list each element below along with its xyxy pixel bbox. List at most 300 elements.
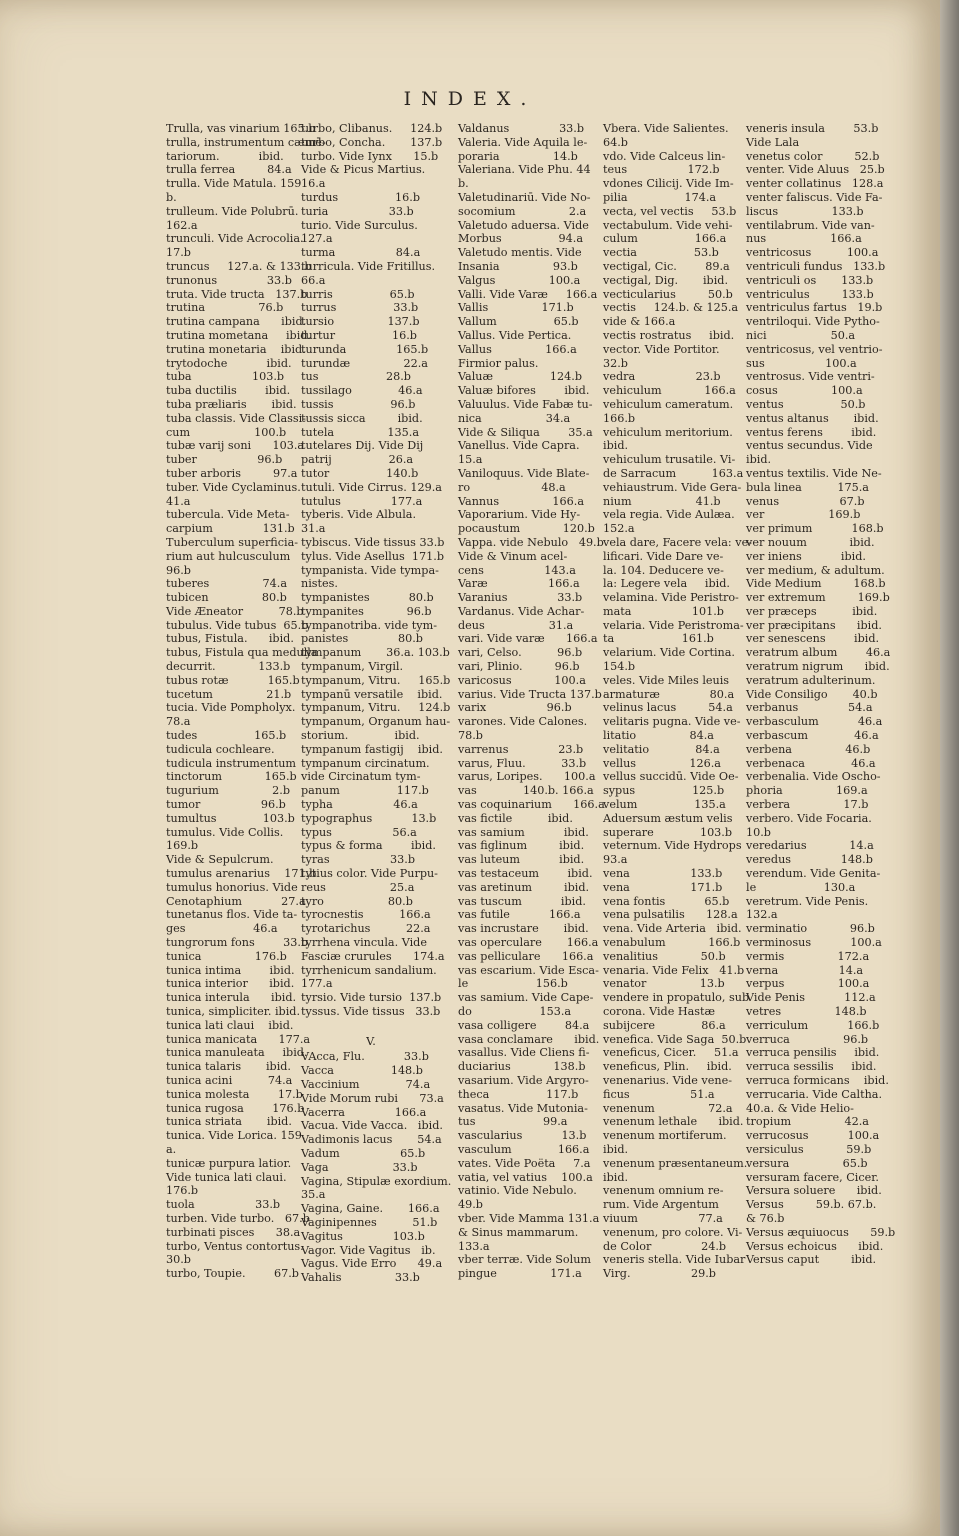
index-entry: deus 31.a xyxy=(458,618,574,632)
index-entry: 32.b xyxy=(603,356,628,370)
index-entry: turdus 16.b xyxy=(301,190,421,204)
index-entry: Vahalis 33.b xyxy=(301,1271,420,1285)
index-entry: turbo. Vide Iynx 15.b xyxy=(301,149,439,163)
index-entry: Valuæ bifores ibid. xyxy=(458,384,590,398)
index-entry: vector. Vide Portitor. xyxy=(603,342,720,356)
index-entry: 15.a xyxy=(458,453,483,467)
index-entry: trutina mometana ibid. xyxy=(166,328,311,342)
index-entry: poraria 14.b xyxy=(458,149,578,163)
index-entry: vatinio. Vide Nebulo. xyxy=(458,1184,577,1198)
index-entry: ventriloqui. Vide Pytho- xyxy=(746,315,880,329)
index-entry: vas pelliculare 166.a xyxy=(458,949,594,963)
index-entry: 49.b xyxy=(458,1198,483,1212)
index-entry: varrenus 23.b xyxy=(458,742,584,756)
index-entry: socomium 2.a xyxy=(458,204,587,218)
index-entry: vela regia. Vide Aulæa. xyxy=(603,508,735,522)
index-entry: ventriculi fundus 133.b xyxy=(746,259,886,273)
index-entry: vasculum 166.a xyxy=(458,1142,590,1156)
index-entry: trulleum. Vide Polubrū. xyxy=(166,204,299,218)
index-entry: venaria. Vide Felix 41.b xyxy=(603,963,745,977)
index-entry: tunica lati claui ibid. xyxy=(166,1018,294,1032)
index-entry: verbanus 54.a xyxy=(746,701,873,715)
index-entry: vasarium. Vide Argyro- xyxy=(458,1073,589,1087)
index-entry: trulla ferrea 84.a xyxy=(166,163,292,177)
index-entry: ibid. xyxy=(746,453,772,467)
index-entry: turia 33.b xyxy=(301,204,414,218)
index-entry: venenum præsentaneum. xyxy=(603,1156,748,1170)
index-entry: ges 46.a xyxy=(166,922,278,936)
index-entry: tus 28.b xyxy=(301,370,411,384)
index-entry: verbascum 46.a xyxy=(746,729,879,743)
index-entry: tubulus. Vide tubus 65.b xyxy=(166,618,309,632)
index-entry: varus, Fluu. 33.b xyxy=(458,756,587,770)
index-entry: vas aretinum ibid. xyxy=(458,880,590,894)
index-entry: ventus altanus ibid. xyxy=(746,411,879,425)
index-entry: tumultus 103.b xyxy=(166,811,295,825)
index-entry: verruca 96.b xyxy=(746,1032,869,1046)
index-entry: vari, Celso. 96.b xyxy=(458,646,583,660)
index-entry: tympanista. Vide tympa- xyxy=(301,563,439,577)
index-entry: turundæ 22.a xyxy=(301,356,428,370)
index-entry: superare 103.b xyxy=(603,825,733,839)
index-entry: pocaustum 120.b xyxy=(458,522,595,536)
index-entry: turbo, Ventus contortus. xyxy=(166,1239,304,1253)
index-entry: ventricosus, vel ventrio- xyxy=(746,342,883,356)
index-entry: 162.a xyxy=(166,218,198,232)
index-entry: duciarius 138.b xyxy=(458,1060,586,1074)
index-entry: verna 14.a xyxy=(746,963,864,977)
index-entry: tybiscus. Vide tissus 33.b xyxy=(301,535,445,549)
index-entry: tylus. Vide Asellus 171.b xyxy=(301,549,444,563)
index-entry: Vacca 148.b xyxy=(301,1064,423,1078)
index-entry: Morbus 94.a xyxy=(458,232,584,246)
index-entry: versuram facere, Cicer. xyxy=(746,1170,879,1184)
index-entry: tyro 80.b xyxy=(301,894,413,908)
index-entry: de Color 24.b xyxy=(603,1239,727,1253)
index-entry: vectabulum. Vide vehi- xyxy=(603,218,733,232)
index-entry: teus 172.b xyxy=(603,163,720,177)
index-entry: Vide & Sepulcrum. xyxy=(166,853,274,867)
index-entry: veredarius 14.a xyxy=(746,839,874,853)
index-entry: 35.a xyxy=(301,1188,326,1202)
index-entry: pingue 171.a xyxy=(458,1267,582,1281)
index-entry: 16.a xyxy=(301,177,326,191)
index-entry: 31.a xyxy=(301,522,326,536)
index-entry: tunica rugosa 176.b xyxy=(166,1101,305,1115)
index-entry: Tuberculum superficia- xyxy=(166,535,299,549)
index-entry: vedra 23.b xyxy=(603,370,721,384)
index-entry: trutina monetaria ibid. xyxy=(166,342,306,356)
index-entry: Vaga 33.b xyxy=(301,1160,418,1174)
index-entry: do 153.a xyxy=(458,1005,572,1018)
index-entry: tucetum 21.b xyxy=(166,687,292,701)
index-entry: Vide tunica lati claui. xyxy=(166,1170,287,1184)
index-entry: ver præcipitans ibid. xyxy=(746,618,882,632)
index-entry: tyrrhenicum sandalium. xyxy=(301,963,437,977)
index-entry: vellus 126.a xyxy=(603,756,721,770)
index-entry: typha 46.a xyxy=(301,798,418,812)
index-entry: tyberis. Vide Albula. xyxy=(301,508,417,522)
index-entry: ver primum 168.b xyxy=(746,522,884,536)
index-entry: ro 48.a xyxy=(458,480,566,494)
index-entry: 78.a xyxy=(166,715,191,729)
index-entry: corona. Vide Hastæ xyxy=(603,1005,716,1018)
index-entry: vectia 53.b xyxy=(603,246,719,260)
index-entry: Vide & Siliqua 35.a xyxy=(458,425,593,439)
index-entry: tympanum fastigij ibid. xyxy=(301,742,443,756)
index-entry: vari. Vide varæ 166.a xyxy=(458,632,598,646)
index-entry: vas incrustare ibid. xyxy=(458,922,589,936)
index-entry: Versus æquiuocus 59.b xyxy=(746,1225,896,1239)
index-entry: rium aut hulcusculum xyxy=(166,549,291,563)
index-entry: 66.a xyxy=(301,273,326,287)
index-entry: tuber 96.b xyxy=(166,453,283,467)
index-entry: litatio 84.a xyxy=(603,729,714,743)
index-entry: tutulus 177.a xyxy=(301,494,423,508)
index-entry: verrucosus 100.a xyxy=(746,1129,880,1143)
index-entry: Valeriana. Vide Phu. 44 xyxy=(458,163,591,177)
index-column-2 xyxy=(301,122,452,1285)
index-entry: Varæ 166.a xyxy=(458,577,580,591)
index-entry: trutina campana ibid. xyxy=(166,315,307,329)
index-entry: ventriculus fartus 19.b xyxy=(746,301,883,315)
index-entry: venenum, pro colore. Vi- xyxy=(603,1225,743,1239)
index-entry: Fasciæ crurules 174.a xyxy=(301,949,445,963)
index-entry: de Sarracum 163.a xyxy=(603,466,744,480)
index-entry: ver nouum ibid. xyxy=(746,535,875,549)
index-entry: Vallus 166.a xyxy=(458,342,577,356)
index-entry: theca 117.b xyxy=(458,1087,579,1101)
index-entry: VAcca, Flu. 33.b xyxy=(301,1050,429,1064)
index-entry: tutor 140.b xyxy=(301,466,419,480)
index-entry: trulla. Vide Matula. 159 xyxy=(166,177,302,191)
index-entry: veretrum. Vide Penis. xyxy=(746,894,869,908)
page-title: INDEX. xyxy=(403,88,537,110)
index-entry: vectigal, Cic. 89.a xyxy=(603,259,730,273)
index-entry: storium. ibid. xyxy=(301,729,420,743)
index-entry: vas escarium. Vide Esca- xyxy=(458,963,599,977)
index-entry: ver senescens ibid. xyxy=(746,632,880,646)
index-entry: Valetudo aduersa. Vide xyxy=(458,218,589,232)
index-entry: subijcere 86.a xyxy=(603,1018,726,1032)
index-entry: & Sinus mammarum. xyxy=(458,1225,579,1239)
index-entry: tyrocnestis 166.a xyxy=(301,908,431,922)
index-entry: venator 13.b xyxy=(603,977,725,991)
index-entry: verminosus 100.a xyxy=(746,936,882,950)
index-entry: truncus 127.a. & 133.b xyxy=(166,259,312,273)
index-entry: cosus 100.a xyxy=(746,384,863,398)
index-entry: Vaporarium. Vide Hy- xyxy=(458,508,581,522)
index-entry: veles. Vide Miles leuis xyxy=(603,673,730,687)
index-entry: venenum 72.a xyxy=(603,1101,733,1115)
index-entry: 132.a xyxy=(746,908,778,922)
index-entry: vecticularius 50.b xyxy=(603,287,733,301)
index-entry: ventus 50.b xyxy=(746,397,866,411)
index-entry: tumulus arenarius 171.b xyxy=(166,867,317,881)
index-entry: vehiaustrum. Vide Gera- xyxy=(603,480,742,494)
index-entry: Vaccinium 74.a xyxy=(301,1077,431,1091)
index-entry: trunculi. Vide Acrocolia. xyxy=(166,232,304,246)
index-entry: vena. Vide Arteria ibid. xyxy=(603,922,742,936)
index-entry: turris 65.b xyxy=(301,287,415,301)
index-entry: Vadimonis lacus 54.a xyxy=(301,1133,442,1147)
index-entry: Vbera. Vide Salientes. xyxy=(603,122,729,135)
index-entry: tuber arboris 97.a xyxy=(166,466,298,480)
index-entry: vatia, vel vatius 100.a xyxy=(458,1170,593,1184)
index-entry: Vadum 65.b xyxy=(301,1146,426,1160)
index-entry: ta 161.b xyxy=(603,632,714,646)
index-entry: vetres 148.b xyxy=(746,1005,867,1018)
index-entry: Vide & Vinum acel- xyxy=(458,549,568,563)
index-entry: verriculum 166.b xyxy=(746,1018,880,1032)
index-entry: tuba præliaris ibid. xyxy=(166,397,297,411)
index-entry: Vardanus. Vide Achar- xyxy=(458,604,585,618)
index-entry: versiculus 59.b xyxy=(746,1142,872,1156)
index-entry: 40.a. & Vide Helio- xyxy=(746,1101,854,1115)
index-column-3 xyxy=(458,122,608,1281)
index-entry: tubercula. Vide Meta- xyxy=(166,508,290,522)
page-edge xyxy=(940,0,959,1536)
index-entry: ibid. xyxy=(603,1170,629,1184)
index-entry: tyrrhena vincula. Vide xyxy=(301,936,427,950)
index-entry: veratrum adulterinum. xyxy=(746,673,876,687)
index-entry: tunica manicata 177.a xyxy=(166,1032,311,1046)
index-entry: Valgus 100.a xyxy=(458,273,581,287)
index-entry: nici 50.a xyxy=(746,328,856,342)
index-entry: turbo, Toupie. 67.b xyxy=(166,1267,299,1281)
index-entry: verruca sessilis ibid. xyxy=(746,1060,877,1074)
index-entry: verbenalia. Vide Oscho- xyxy=(746,770,881,784)
index-entry: la. 104. Deducere ve- xyxy=(603,563,724,577)
index-entry: 127.a xyxy=(301,232,333,246)
index-entry: tubæ varij soni 103.a xyxy=(166,439,305,453)
index-entry: tuola 33.b xyxy=(166,1198,281,1212)
index-entry: vas coquinarium 166.a xyxy=(458,798,605,812)
index-entry: 177.a xyxy=(301,977,333,991)
index-entry: tudicula cochleare. xyxy=(166,742,275,756)
index-entry: Vacua. Vide Vacca. ibid. xyxy=(301,1119,443,1133)
index-entry: velinus lacus 54.a xyxy=(603,701,733,715)
index-entry: Virg. 29.b xyxy=(603,1267,716,1281)
index-entry: ventus ferens ibid. xyxy=(746,425,877,439)
index-entry: 176.b xyxy=(166,1184,199,1198)
index-entry: Trulla, vas vinarium 165.b xyxy=(166,122,316,135)
index-entry: Vide Morum rubi 73.a xyxy=(301,1091,444,1105)
index-entry: ver præceps ibid. xyxy=(746,604,878,618)
index-entry: Versus 59.b. 67.b. xyxy=(746,1198,877,1212)
index-entry: 10.b xyxy=(746,825,771,839)
index-entry: 166.b xyxy=(603,411,636,425)
index-entry: vena fontis 65.b xyxy=(603,894,730,908)
index-entry: veneficus, Cicer. 51.a xyxy=(603,1046,739,1060)
index-entry: Valli. Vide Varæ 166.a xyxy=(458,287,598,301)
index-entry: tyras 33.b xyxy=(301,853,415,867)
index-entry: verruca pensilis ibid. xyxy=(746,1046,880,1060)
index-entry: vasa colligere 84.a xyxy=(458,1018,590,1032)
index-entry: tinctorum 165.b xyxy=(166,770,297,784)
index-entry: turbinati pisces 38.a xyxy=(166,1225,301,1239)
index-entry: armaturæ 80.a xyxy=(603,687,735,701)
index-entry: tungrorum fons 33.b xyxy=(166,936,309,950)
index-entry: tuba 103.b xyxy=(166,370,285,384)
index-entry: vas testaceum ibid. xyxy=(458,867,593,881)
index-entry: ventilabrum. Vide van- xyxy=(746,218,875,232)
index-entry: vasallus. Vide Cliens fi- xyxy=(458,1046,590,1060)
index-entry: tuba ductilis ibid. xyxy=(166,384,291,398)
index-entry: vide Circinatum tym- xyxy=(301,770,421,784)
index-entry: Insania 93.b xyxy=(458,259,578,273)
index-entry: tympanum, Organum hau- xyxy=(301,715,451,729)
index-entry: Vappa. vide Nebulo 49.b xyxy=(458,535,604,549)
index-entry: turio. Vide Surculus. xyxy=(301,218,418,232)
index-entry: ventus secundus. Vide xyxy=(746,439,873,453)
index-entry: 152.a xyxy=(603,522,635,536)
index-entry: veredus 148.b xyxy=(746,853,873,867)
index-entry: vas operculare 166.a xyxy=(458,936,599,950)
index-entry: vena 133.b xyxy=(603,867,723,881)
index-entry: cum 100.b xyxy=(166,425,287,439)
index-entry: vectis 124.b. & 125.a xyxy=(603,301,739,315)
index-entry: bula linea 175.a xyxy=(746,480,869,494)
index-entry: b. xyxy=(166,190,177,204)
index-entry: vas fictile ibid. xyxy=(458,811,573,825)
index-entry: verbena 46.b xyxy=(746,742,871,756)
index-entry: tugurium 2.b xyxy=(166,784,290,798)
index-entry: trytodoche ibid. xyxy=(166,356,292,370)
index-entry: verpus 100.a xyxy=(746,977,870,991)
index-entry: Vide Lala xyxy=(746,135,800,149)
index-entry: vas figlinum ibid. xyxy=(458,839,585,853)
index-entry: venter faliscus. Vide Fa- xyxy=(746,190,883,204)
index-entry: & 76.b xyxy=(746,1211,785,1225)
index-entry: venenum omnium re- xyxy=(603,1184,724,1198)
index-entry: tunica interula ibid. xyxy=(166,991,297,1005)
index-entry: sypus 125.b xyxy=(603,784,725,798)
index-entry: ver iniens ibid. xyxy=(746,549,866,563)
index-entry: vehiculum cameratum. xyxy=(603,397,734,411)
index-entry: Valuæ 124.b xyxy=(458,370,582,384)
index-entry: 17.b xyxy=(166,246,191,260)
index-entry: panum 117.b xyxy=(301,784,429,798)
index-entry: veneficus, Plin. ibid. xyxy=(603,1060,732,1074)
index-entry: vehiculum meritorium. xyxy=(603,425,733,439)
index-entry: veternum. Vide Hydrops xyxy=(603,839,742,853)
index-entry: vascularius 13.b xyxy=(458,1129,587,1143)
index-entry: decurrit. 133.b xyxy=(166,660,291,674)
index-entry xyxy=(301,1019,441,1033)
index-entry: typus 56.a xyxy=(301,825,417,839)
index-entry: tyrotarichus 22.a xyxy=(301,922,431,936)
index-entry: vdo. Vide Calceus lin- xyxy=(603,149,726,163)
index-entry: Vallum 65.b xyxy=(458,315,579,329)
index-entry: tympanum 36.a. 103.b xyxy=(301,646,450,660)
index-entry: varones. Vide Calones. xyxy=(458,715,588,729)
index-entry: tubus, Fistula qua medulla xyxy=(166,646,318,660)
index-entry: Vagina, Gaine. 166.a xyxy=(301,1202,440,1216)
index-entry: tuba classis. Vide Classi- xyxy=(166,411,306,425)
index-entry: phoria 169.a xyxy=(746,784,868,798)
index-entry: tunica striata ibid. xyxy=(166,1115,292,1129)
index-entry: nus 166.a xyxy=(746,232,862,246)
index-entry: Vide Æneator 78.b xyxy=(166,604,304,618)
index-entry: 133.a xyxy=(458,1239,490,1253)
index-entry: verbero. Vide Focaria. xyxy=(746,811,872,825)
index-entry: vellus succidū. Vide Oe- xyxy=(603,770,739,784)
index-entry: tunica interior ibid. xyxy=(166,977,295,991)
index-entry: velum 135.a xyxy=(603,798,726,812)
index-entry: vectigal, Dig. ibid. xyxy=(603,273,728,287)
index-entry: versura 65.b xyxy=(746,1156,868,1170)
index-entry: vas 140.b. 166.a xyxy=(458,784,594,798)
index-entry: truta. Vide tructa 137.b xyxy=(166,287,308,301)
index-entry: ver extremum 169.b xyxy=(746,591,890,605)
index-entry: Vacerra 166.a xyxy=(301,1105,427,1119)
index-entry: varix 96.b xyxy=(458,701,572,715)
index-entry: ibid. xyxy=(603,439,629,453)
index-entry: Vagina, Stipulæ exordium. xyxy=(301,1174,452,1188)
index-entry: tussis 96.b xyxy=(301,397,416,411)
index-entry: ibid. xyxy=(603,1142,629,1156)
index-entry: tubicen 80.b xyxy=(166,591,287,605)
index-entry: turben. Vide turbo. 67.b xyxy=(166,1211,310,1225)
index-entry: vas futile 166.a xyxy=(458,908,581,922)
index-entry: Firmior palus. xyxy=(458,356,539,370)
index-entry: varus, Loripes. 100.a xyxy=(458,770,596,784)
index-entry: V. xyxy=(366,1034,376,1048)
index-entry: liscus 133.b xyxy=(746,204,864,218)
index-entry: venetus color 52.b xyxy=(746,149,880,163)
index-entry: ventrosus. Vide ventri- xyxy=(746,370,875,384)
index-entry: tympanū versatile ibid. xyxy=(301,687,443,701)
index-entry: a. xyxy=(166,1142,177,1156)
index-entry: tumulus. Vide Collis. xyxy=(166,825,284,839)
index-entry: varius. Vide Tructa 137.b xyxy=(458,687,602,701)
index-entry: tussilago 46.a xyxy=(301,384,423,398)
index-entry: venenarius. Vide vene- xyxy=(603,1073,732,1087)
index-entry: venefica. Vide Saga 50.b xyxy=(603,1032,747,1046)
index-entry: ventriculus 133.b xyxy=(746,287,874,301)
index-entry: 96.b xyxy=(166,563,191,577)
index-entry: vdones Cilicij. Vide Im- xyxy=(603,177,734,191)
index-entry: 93.a xyxy=(603,853,628,867)
index-entry: vas tuscum ibid. xyxy=(458,894,586,908)
index-entry: vena 171.b xyxy=(603,880,723,894)
index-entry: venter. Vide Aluus 25.b xyxy=(746,163,885,177)
index-entry: velitatio 84.a xyxy=(603,742,720,756)
index-entry: varicosus 100.a xyxy=(458,673,586,687)
index-entry: Varanius 33.b xyxy=(458,591,583,605)
index-entry: tunica acini 74.a xyxy=(166,1073,293,1087)
index-entry: tursio 137.b xyxy=(301,315,420,329)
index-entry: Vagitus 103.b xyxy=(301,1229,425,1243)
index-entry: Valdanus 33.b xyxy=(458,122,585,135)
index-entry: nistes. xyxy=(301,577,338,591)
index-entry: tympanum, Vitru. 124.b xyxy=(301,701,451,715)
index-entry: Vide & Picus Martius. xyxy=(301,163,426,177)
index-entry: ficus 51.a xyxy=(603,1087,715,1101)
index-entry: tariorum. ibid. xyxy=(166,149,284,163)
index-entry: ventus textilis. Vide Ne- xyxy=(746,466,882,480)
index-entry: tucia. Vide Pompholyx. xyxy=(166,701,296,715)
index-entry: trunonus 33.b xyxy=(166,273,292,287)
index-entry: verbera 17.b xyxy=(746,798,869,812)
index-entry: vendere in propatulo, sub xyxy=(603,991,750,1005)
index-entry: vela dare, Facere vela: ve- xyxy=(603,535,752,549)
index-entry: Vallis 171.b xyxy=(458,301,574,315)
index-entry: vehiculum 166.a xyxy=(603,384,736,398)
index-entry: Vagor. Vide Vagitus ib. xyxy=(301,1243,436,1257)
index-entry: vas samium. Vide Cape- xyxy=(458,991,594,1005)
